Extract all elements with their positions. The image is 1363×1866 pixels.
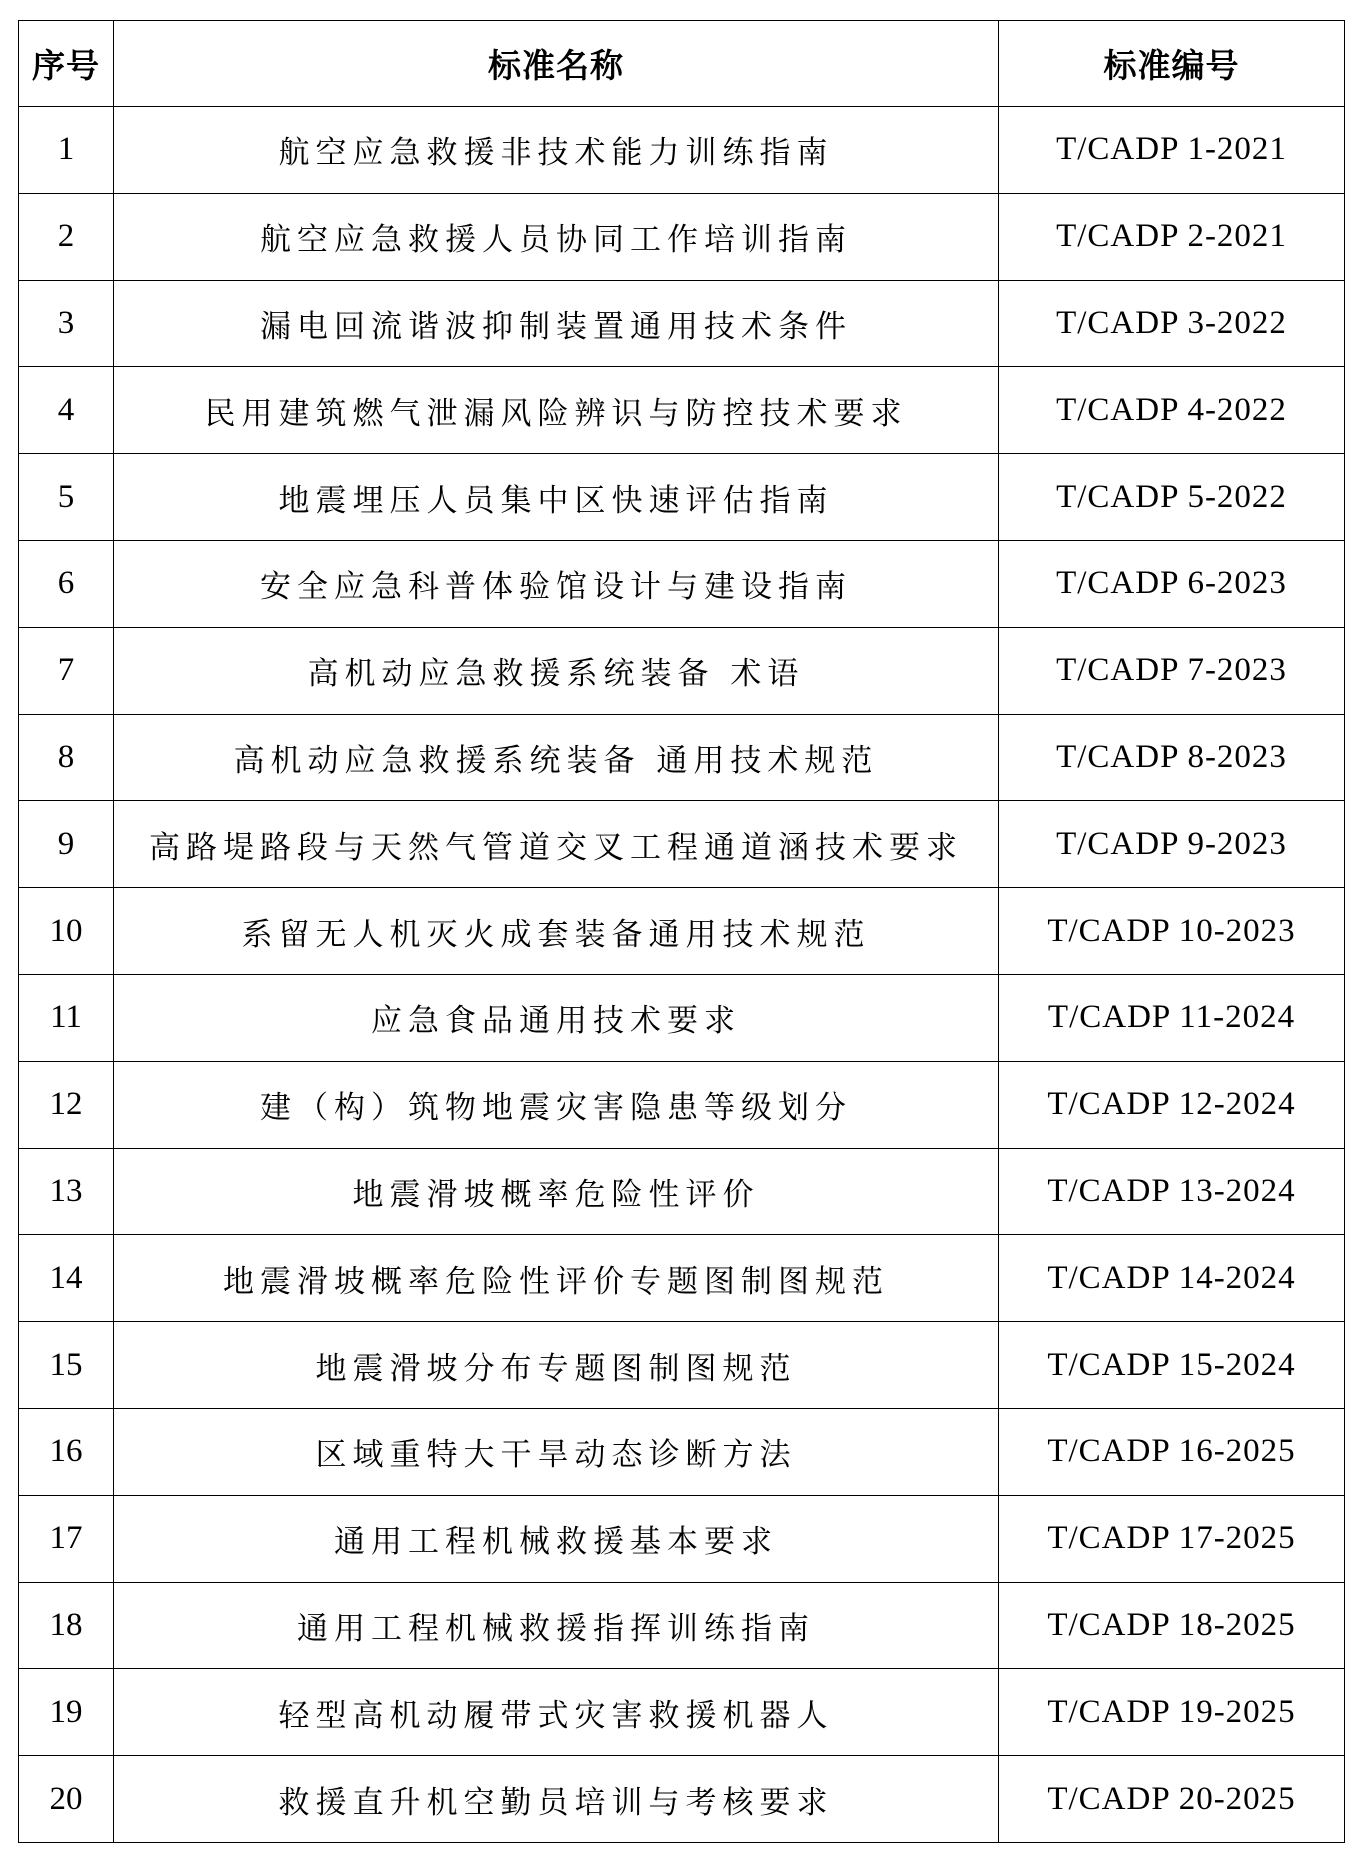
table-row (19, 801, 1345, 888)
standard-code-cell: T/CADP 8-2023 (999, 714, 1345, 801)
table-row (19, 1408, 1345, 1495)
standard-name-cell: 区域重特大干旱动态诊断方法 (114, 1408, 999, 1495)
serial-number-cell: 2 (19, 193, 114, 280)
serial-number-cell: 16 (19, 1408, 114, 1495)
serial-number-cell: 3 (19, 280, 114, 367)
serial-number-cell: 9 (19, 801, 114, 888)
serial-number-cell: 18 (19, 1582, 114, 1669)
standard-name-cell: 通用工程机械救援基本要求 (114, 1495, 999, 1582)
standard-name-cell: 应急食品通用技术要求 (114, 974, 999, 1061)
serial-number-cell: 14 (19, 1235, 114, 1322)
serial-number-cell: 4 (19, 367, 114, 454)
standard-name-cell: 民用建筑燃气泄漏风险辨识与防控技术要求 (114, 367, 999, 454)
standard-code-cell: T/CADP 17-2025 (999, 1495, 1345, 1582)
standard-code-cell: T/CADP 5-2022 (999, 454, 1345, 541)
table-row (19, 193, 1345, 280)
table-row (19, 888, 1345, 975)
standard-code-cell: T/CADP 12-2024 (999, 1061, 1345, 1148)
serial-number-cell: 15 (19, 1322, 114, 1409)
table-row (19, 1061, 1345, 1148)
standard-code-cell: T/CADP 3-2022 (999, 280, 1345, 367)
serial-number-cell: 8 (19, 714, 114, 801)
standard-name-cell: 轻型高机动履带式灾害救援机器人 (114, 1669, 999, 1756)
standard-code-cell: T/CADP 11-2024 (999, 974, 1345, 1061)
table-row (19, 280, 1345, 367)
standard-code-cell: T/CADP 20-2025 (999, 1756, 1345, 1843)
serial-number-cell: 7 (19, 627, 114, 714)
serial-number-cell: 12 (19, 1061, 114, 1148)
standard-name-cell: 系留无人机灭火成套装备通用技术规范 (114, 888, 999, 975)
standards-table (18, 20, 1345, 1843)
header-serial-number: 序号 (19, 21, 114, 107)
standard-code-cell: T/CADP 6-2023 (999, 540, 1345, 627)
standard-name-cell: 航空应急救援人员协同工作培训指南 (114, 193, 999, 280)
standard-name-cell: 高机动应急救援系统装备 术语 (114, 627, 999, 714)
standard-code-cell: T/CADP 15-2024 (999, 1322, 1345, 1409)
standard-name-cell: 地震滑坡概率危险性评价 (114, 1148, 999, 1235)
standard-code-cell: T/CADP 2-2021 (999, 193, 1345, 280)
standard-name-cell: 地震滑坡分布专题图制图规范 (114, 1322, 999, 1409)
table-row (19, 540, 1345, 627)
standard-code-cell: T/CADP 1-2021 (999, 107, 1345, 194)
table-header-row (19, 21, 1345, 107)
standard-name-cell: 地震滑坡概率危险性评价专题图制图规范 (114, 1235, 999, 1322)
standard-code-cell: T/CADP 10-2023 (999, 888, 1345, 975)
serial-number-cell: 10 (19, 888, 114, 975)
table-body (19, 107, 1345, 1843)
table-row (19, 627, 1345, 714)
standard-code-cell: T/CADP 19-2025 (999, 1669, 1345, 1756)
standard-code-cell: T/CADP 9-2023 (999, 801, 1345, 888)
serial-number-cell: 6 (19, 540, 114, 627)
standard-name-cell: 安全应急科普体验馆设计与建设指南 (114, 540, 999, 627)
table-row (19, 1235, 1345, 1322)
serial-number-cell: 1 (19, 107, 114, 194)
header-standard-code: 标准编号 (999, 21, 1345, 107)
standard-code-cell: T/CADP 14-2024 (999, 1235, 1345, 1322)
table-row (19, 107, 1345, 194)
table-row (19, 974, 1345, 1061)
serial-number-cell: 11 (19, 974, 114, 1061)
table-row (19, 714, 1345, 801)
serial-number-cell: 13 (19, 1148, 114, 1235)
standard-name-cell: 通用工程机械救援指挥训练指南 (114, 1582, 999, 1669)
table-row (19, 367, 1345, 454)
serial-number-cell: 5 (19, 454, 114, 541)
standard-code-cell: T/CADP 7-2023 (999, 627, 1345, 714)
standard-name-cell: 救援直升机空勤员培训与考核要求 (114, 1756, 999, 1843)
table-row (19, 454, 1345, 541)
table-row (19, 1495, 1345, 1582)
header-standard-name: 标准名称 (114, 21, 999, 107)
serial-number-cell: 17 (19, 1495, 114, 1582)
standard-name-cell: 航空应急救援非技术能力训练指南 (114, 107, 999, 194)
table-row (19, 1148, 1345, 1235)
serial-number-cell: 19 (19, 1669, 114, 1756)
standard-name-cell: 地震埋压人员集中区快速评估指南 (114, 454, 999, 541)
standard-name-cell: 漏电回流谐波抑制装置通用技术条件 (114, 280, 999, 367)
table-row (19, 1669, 1345, 1756)
table-row (19, 1756, 1345, 1843)
serial-number-cell: 20 (19, 1756, 114, 1843)
standard-code-cell: T/CADP 16-2025 (999, 1408, 1345, 1495)
standard-name-cell: 建（构）筑物地震灾害隐患等级划分 (114, 1061, 999, 1148)
table-row (19, 1322, 1345, 1409)
table-row (19, 1582, 1345, 1669)
standard-name-cell: 高路堤路段与天然气管道交叉工程通道涵技术要求 (114, 801, 999, 888)
standard-code-cell: T/CADP 4-2022 (999, 367, 1345, 454)
standard-name-cell: 高机动应急救援系统装备 通用技术规范 (114, 714, 999, 801)
standard-code-cell: T/CADP 13-2024 (999, 1148, 1345, 1235)
standard-code-cell: T/CADP 18-2025 (999, 1582, 1345, 1669)
